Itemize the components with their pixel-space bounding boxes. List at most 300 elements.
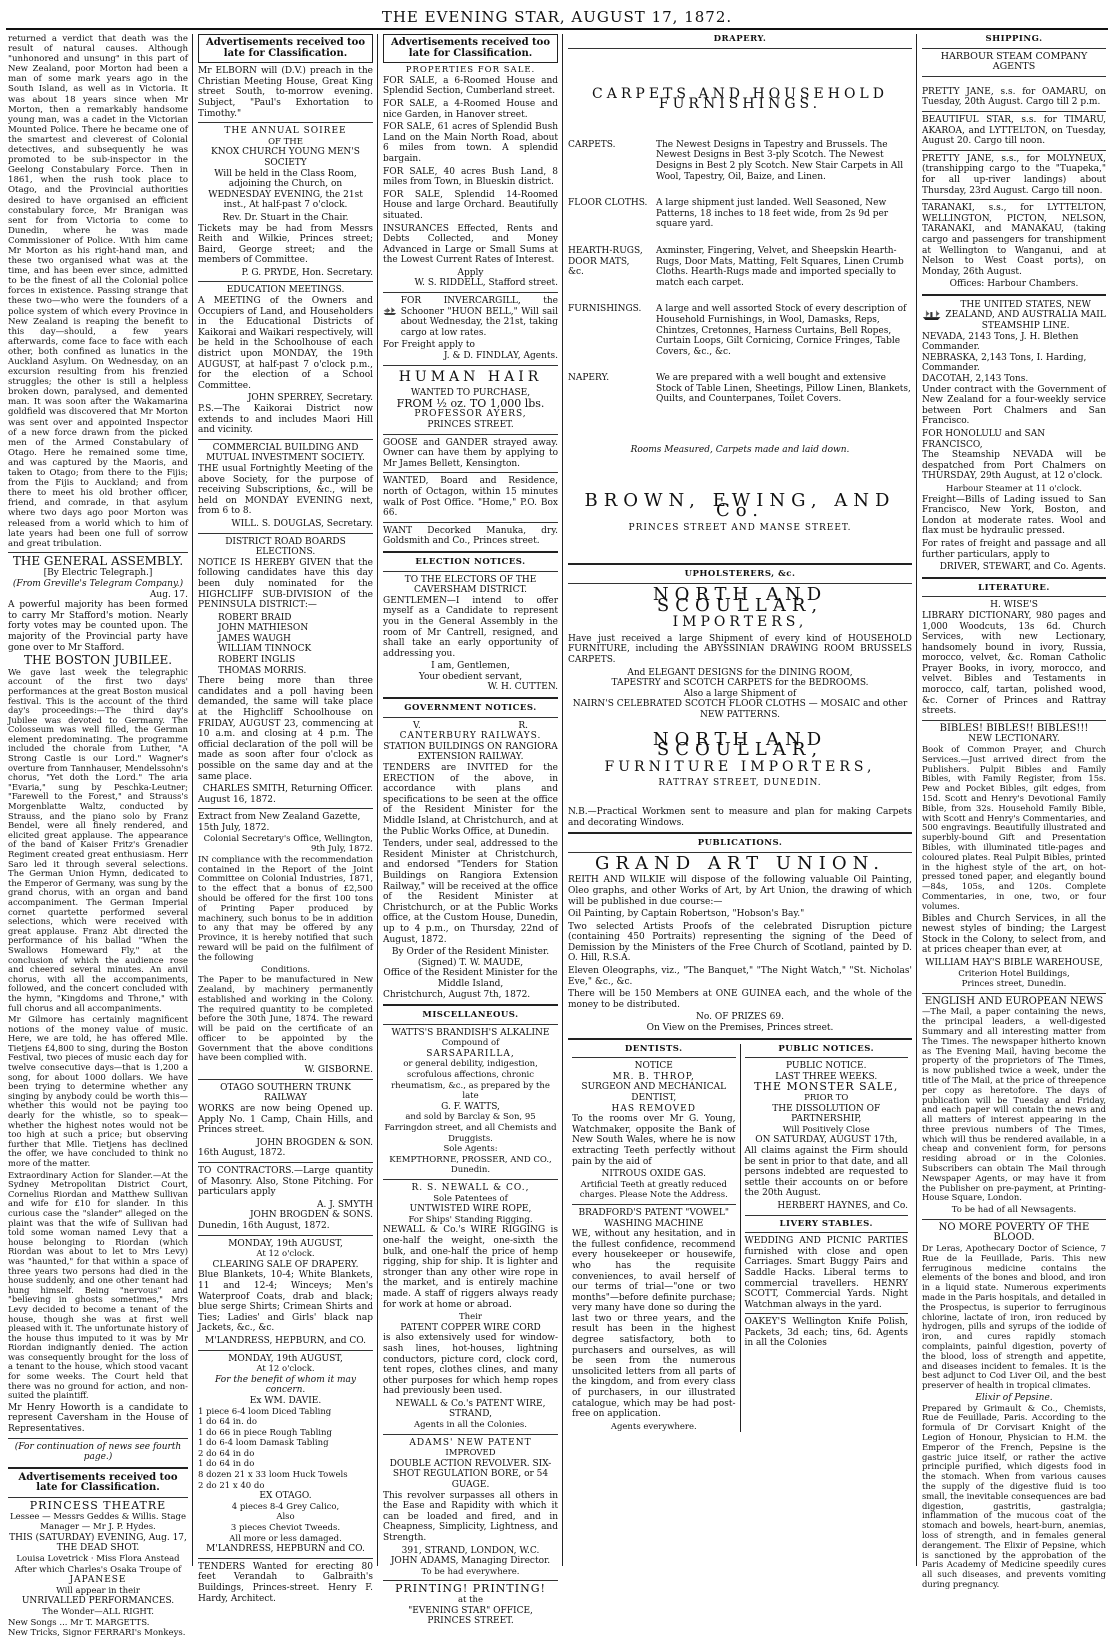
divider <box>198 1558 373 1559</box>
also: Also <box>276 1512 295 1523</box>
furniture-importers: FURNITURE IMPORTERS, <box>604 758 876 775</box>
edu-sign: JOHN SPERREY, Secretary. <box>247 393 373 404</box>
drapery-value: We are prepared with a well bought and extensive Stock of Table Linen, Sheetings, Pillow Linen, Blankets, Quilts, and Counterpanes, Toilet Covers. <box>656 373 911 405</box>
riddell-sign: W. S. RIDDELL, Stafford street. <box>414 278 558 289</box>
list-item: 1 do 64 in. do <box>198 1417 258 1428</box>
drapery-row <box>568 198 912 230</box>
contractors-sign: A. J. SMYTH <box>316 1199 373 1210</box>
ship-dacotah: DACOTAH, 2,143 Tons. <box>922 374 1029 385</box>
commercial-heading: COMMERCIAL BUILDING AND MUTUAL INVESTMENT SOCIETY. <box>206 442 365 464</box>
column-1 <box>8 34 188 1639</box>
sale-date: MONDAY, 19th AUGUST, <box>228 1353 343 1364</box>
adams-director: JOHN ADAMS, Managing Director. <box>390 1556 551 1567</box>
misc-heading: MISCELLANEOUS. <box>422 1010 519 1021</box>
theatre-after: After which Charles's Osaka Troupe of <box>14 1564 182 1575</box>
dentist-name: MR. B. THROP, <box>612 1071 695 1082</box>
us-mail-ad <box>922 300 1106 332</box>
north-scoullar-text2: And ELEGANT DESIGNS for the DINING ROOM, <box>627 667 853 678</box>
election-text: GENTLEMEN—I intend to offer myself as a Candidate to represent you in the General Assembly in the room of Mr Cantrell, resigned, and shall take an early opportunity of addressing you. <box>383 595 558 659</box>
also-text: 3 pieces Cheviot Tweeds. <box>230 1523 341 1534</box>
assembly-source: (From Greville's Telegram Company.) <box>12 578 184 589</box>
dentist-gas: NITROUS OXIDE GAS. <box>601 1169 706 1180</box>
column-divider <box>192 34 193 1566</box>
divider <box>383 434 558 435</box>
goose-notice: GOOSE and GANDER strayed away. Owner can have them by applying to Mr James Bellett, Kensington. <box>383 437 558 469</box>
bibles-text2: Bibles and Church Services, in all the newest styles of binding; the Largest Stock in the Colony, to select from, and at prices cheaper than ever, at <box>922 913 1106 956</box>
column-divider <box>916 34 917 1566</box>
drapery-row <box>568 304 912 357</box>
assembly-sub: [By Electric Telegraph.] <box>43 568 153 579</box>
ship-notice: PRETTY JANE, s.s. for OAMARU, on Tuesday, 20th August. Cargo till 2 p.m. <box>922 86 1106 108</box>
schooner-ad <box>383 296 558 340</box>
manuka-wanted: WANT Decorked Manuka, dry. Goldsmith and Co., Princes street. <box>383 525 558 547</box>
newall-cord: PATENT COPPER WIRE CORD <box>400 1322 541 1333</box>
divider <box>383 1434 558 1435</box>
newall-agents: Agents in all the Colonies. <box>413 1420 528 1431</box>
divider <box>8 552 188 553</box>
commercial-sign: WILL. S. DOUGLAS, Secretary. <box>231 518 373 529</box>
tenders-text: TENDERS Wanted for erecting 80 feet Verandah to Galbraith's Buildings, Princes-street. Henry F. Hardy, Architect. <box>198 1561 373 1604</box>
soiree-tickets: Tickets may be had from Messrs Reith and Wilkie, Princes street; Baird, George street; and the members of Committee. <box>198 223 373 266</box>
property-item: FOR SALE, 61 acres of Splendid Bush Land on the Main North Road, about 6 miles from town. A splendid bargain. <box>383 122 558 164</box>
rattray-address: RATTRAY STREET, DUNEDIN. <box>658 778 822 789</box>
masthead-rule <box>6 28 1108 30</box>
ex-ship: Ex WM. DAVIE. <box>249 1395 322 1406</box>
divider <box>922 199 1106 200</box>
public-notices-heading: PUBLIC NOTICES. <box>778 1043 875 1054</box>
divider <box>383 571 558 572</box>
sale-date: MONDAY, 19th AUGUST, <box>228 1238 343 1249</box>
north-scoullar-text: Have just received a large Shipment of every kind of HOUSEHOLD FURNITURE, including the ABYSSINIAN DRAWING ROOM BRUSSELS CARPETS. <box>568 633 912 665</box>
clearing-heading: CLEARING SALE OF DRAPERY. <box>212 1259 359 1270</box>
divider <box>383 522 558 523</box>
drapery-key: NAPERY. <box>568 373 610 384</box>
bibles-heading: BIBLES! BIBLES!! BIBLES!!! <box>939 722 1089 734</box>
theatre-appear: Will appear in their <box>56 1585 140 1596</box>
printing-heading: PRINTING! PRINTING! <box>395 1582 546 1596</box>
item-list <box>198 1407 373 1492</box>
list-item: 1 do 6-4 loom Damask Tabling <box>198 1438 329 1449</box>
drapery-key: FLOOR CLOTHS. <box>568 198 648 209</box>
printing-street: PRINCES STREET. <box>427 1616 514 1627</box>
divider <box>745 1215 909 1216</box>
theatre-play: THE DEAD SHOT. <box>56 1543 140 1554</box>
column-divider <box>377 34 378 1566</box>
election-obed: Your obedient servant, <box>418 671 523 682</box>
livery-heading: LIVERY STABLES. <box>779 1218 873 1229</box>
dentist-artificial: Artificial Teeth at greatly reduced charges. Please Note the Address. <box>579 1179 728 1201</box>
candidate: JAMES WAUGH <box>218 633 291 644</box>
assembly-heading: THE GENERAL ASSEMBLY. <box>12 553 184 568</box>
art-union-text2: Oil Painting, by Captain Robertson, "Hobson's Bay." <box>568 909 805 920</box>
tenders-invited2: Tenders, under seal, addressed to the Resident Minister at Christchurch, and endorsed "Tenders for Station Buildings on Rangiora Extension Railway," will be received at the office of the Resident Minister at Christchurch, or at the Public Works office, at the Custom House, Dunedin, up to 4 p.m., on Thursday, 22nd of August, 1872. <box>383 839 558 945</box>
north-scoullar-text5: NAIRN'S CELEBRATED SCOTCH FLOOR CLOTHS — MOSAIC and other NEW PATTERNS. <box>572 699 908 720</box>
brown-ewing-address: PRINCES STREET AND MANSE STREET. <box>628 522 852 533</box>
property-item: INSURANCES Effected, Rents and Debts Collected, and Money Advanced in Large or Small Sums at the Lowest Current Rates of Interest. <box>383 223 558 266</box>
princes-street: Princes street, Dunedin. <box>961 979 1067 990</box>
office-date: Christchurch, August 7th, 1872. <box>383 989 531 1000</box>
divider <box>922 596 1106 597</box>
list-item: 2 do 21 x 40 do <box>198 1480 265 1491</box>
sailing-ship-icon <box>383 296 397 326</box>
dentists-heading: DENTISTS. <box>624 1043 683 1054</box>
livery-text: WEDDING AND PICNIC PARTIES furnished with close and open Carriages. Smart Buggy Pairs and Saddle Hacks. Liberal terms to commercial travellers. HENRY SCOTT, Commercial Yards. Night Watchman always in the yard. <box>744 1236 908 1310</box>
contractors-text: TO CONTRACTORS.—Large quantity of Masonry. Also, Stone Pitching. For particulars apply <box>198 1166 373 1198</box>
gazette-conditions: Conditions. <box>260 964 311 975</box>
divider <box>572 1057 736 1058</box>
watts-agents: Sole Agents: <box>443 1144 498 1155</box>
auctioneer: M'LANDRESS, HEPBURN and CO. <box>206 1544 365 1555</box>
hair-heading: HUMAN HAIR <box>398 368 543 385</box>
schooner-text: FOR INVERCARGILL, the Schooner "HUON BELL," Will sail about Wednesday, the 21st, taking cargo at low rates. <box>400 296 558 338</box>
property-item: FOR SALE, Splendid 14-Roomed House and large Orchard. Beautifully situated. <box>383 189 558 221</box>
dentist-removed: HAS REMOVED <box>611 1103 696 1114</box>
gazette-text2: The Paper to be manufactured in New Zealand, by machinery permanently established and working in the Colony. The required quantity to be completed before the 30th June, 1874. The reward will be paid on the certificate of an officer to be appointed by the Government that the above conditions have been complied with. <box>198 974 373 1063</box>
art-union-text: REITH AND WILKIE will dispose of the following valuable Oil Painting, Oleo graphs, and other Works of Art, by Art Union, the drawing of which will be published in due course:— <box>568 875 912 907</box>
divider <box>383 1024 558 1025</box>
soiree-heading: THE ANNUAL SOIREE <box>224 126 347 137</box>
adams-text: This revolver surpasses all others in the Ease and Rapidity with which it can be loaded and fired, and in Cheapness, Simplicity, Lightness, and Strength. <box>383 1490 558 1543</box>
divider <box>198 1350 373 1351</box>
north-scoullar-heading: NORTH AND SCOULLAR, <box>652 584 828 616</box>
art-union-text4: Eleven Oleographs, viz., "The Banquet," "The Night Watch," "St. Nicholas' Eve," &c., &c. <box>568 966 912 987</box>
divider <box>922 1219 1106 1220</box>
prior-to: PRIOR TO <box>804 1093 849 1103</box>
candidate: THOMAS MORRIS. <box>218 665 307 676</box>
assembly-date: Aug. 17. <box>149 589 188 600</box>
signed-line: (Signed) T. W. MAUDE, <box>417 957 524 968</box>
boston-heading: THE BOSTON JUBILEE. <box>23 653 173 668</box>
dentists-column <box>568 1044 740 1433</box>
ship-nebraska: NEBRASKA, 2,143 Tons, I. Harding, Commander. <box>922 352 1087 374</box>
blood-text: Dr Leras, Apothecary Doctor of Science, 7 Rue de la Feuillade, Paris. This new ferruginous medicine contains the elements of the bones and blood, and iron in a liquid state. Numerous experiments made in the Paris hospitals, and detailed in the Prospectus, is superior to ferruginous chlorine, lactate of iron, iron reduced by hydrogen, pills and syrups of the iodide of iron, and cures rapidly stomach complaints, painful digestion, poverty of the blood, loss of strength and appetite, and diseases incident to females. It is the best adjunct to Cod Liver Oil, and the best preserver of health in tropical climates. <box>922 1243 1106 1391</box>
drapery-value: A large and well assorted Stock of every description of Household Furnishings, in Wool, Damasks, Reps, Chintzes, Cretonnes, Harness Curtains, Bell Ropes, Curtain Loops, Gilt Cornicing, Cornice Fringes, Table Covers, &c., &c. <box>656 304 907 357</box>
drapery-value: A large shipment just landed. Well Seasoned, New Patterns, 18 inches to 18 feet wide, from 2s 9d per square yard. <box>656 198 889 230</box>
theatre-unrivalled: UNRIVALLED PERFORMANCES. <box>21 1596 175 1607</box>
public-notices-column <box>740 1044 913 1433</box>
election-sign: W. H. CUTTEN. <box>487 682 558 693</box>
column-5 <box>922 34 1106 1592</box>
district-text2: There being more than three candidates and a poll having been demanded, the same will take place at the Highcliff Schoolhouse on FRIDAY, AUGUST 23, commencing at 10 a.m. and closing at 4 p.m. The official declaration of the poll will be made as soon after four o'clock as possible on the same day and at the same place. <box>198 676 373 782</box>
contractors-sign2: JOHN BROGDEN & SONS. <box>249 1210 373 1221</box>
gilmore-text: Mr Gilmore has certainly magnificent notions of the money value of music. Here, we are told, he has offered Mlle. Tietjens £4,800 to sing, during the Boston Festival, two pieces of music each day for twelve consecutive days—that is 1,200 a song, for about 1000 dollars. We have been trying to determine whether any singing by anybody could be worth this—whether this would not be paying too dearly for the whistle, so to speak—whether the highest notes would not be too high at such a price; but observing further that Mlle. Tietjens has declined the offer, we have concluded to think no more of the matter. <box>8 1014 188 1168</box>
divider <box>198 1235 373 1236</box>
brown-ewing-heading: BROWN, EWING, AND Co. <box>584 489 896 522</box>
column-3 <box>383 34 558 1627</box>
elborn-notice: Mr ELBORN will (D.V.) preach in the Christian Meeting House, Great King street South, to-morrow evening. Subject, "Paul's Exhortation to Timothy." <box>198 66 373 119</box>
soiree-text: Will be held in the Class Room, adjoining the Church, on WEDNESDAY EVENING, the 21st inst., At half-past 7 o'clock. <box>208 168 363 211</box>
list-item: 1 do 66 in piece Rough Tabling <box>198 1427 332 1438</box>
newall-rope: UNTWISTED WIRE ROPE, <box>409 1204 532 1215</box>
property-item: FOR SALE, a 6-Roomed House and Splendid Section, Cumberland street. <box>383 75 558 97</box>
divider <box>198 1162 373 1163</box>
assembly-text: A powerful majority has been formed to carry Mr Stafford's motion. Nearly forty votes may be counted upon. The majority of the Provincial party have gone over to Mr Stafford. <box>8 600 188 653</box>
auctioneer: M'LANDRESS, HEPBURN, and CO. <box>204 1335 367 1346</box>
slander-text: Extraordinary Action for Slander.—At the Sydney Metropolitan District Court, Cornelius Riordan and Matthew Sullivan and wife for £10 for slander. In this curious case the "slander" alleged on the plaint was that the wife of Sullivan had told some woman named Levy that a house belonging to Riordan (which Riordan was about to let to Mrs Levy) was "haunted," for that within a space of three years two persons had died in the house suddenly, and one other tenant had hung himself. Being "nervous" and "believing in ghosts sometimes," Mrs Levy decided to become a tenant of the house, though she was at first well pleased with it. The unfortunate history of the house thus imputed to it was by Mr Riordan indignantly denied. The action was consequently brought for the loss of a tenant to the house, which stood vacant for some weeks. The Court held that there was no ground for action, and non-suited the plaintiff. <box>8 1169 188 1401</box>
theatre-japanese: JAPANESE <box>69 1575 127 1586</box>
art-union-text5: There will be 150 Members at ONE GUINEA each, and the whole of the money to be distributed. <box>568 989 912 1010</box>
list-item: 8 dozen 21 x 33 loom Huck Towels <box>198 1470 348 1481</box>
theatre-date: THIS (SATURDAY) EVENING, Aug. 17, <box>9 1532 187 1543</box>
literature-heading: LITERATURE. <box>978 582 1050 593</box>
art-union-text3: Two selected Artists Proofs of the celebrated Disruption picture (containing 450 Portraits) representing the signing of the Deed of Demission by the Ministers of the Free Church of Scotland, painted by D. O. Hill, R.S.A. <box>568 921 912 964</box>
haynes-sign: HERBERT HAYNES, and Co. <box>777 1200 908 1211</box>
wise-text: LIBRARY DICTIONARY, 980 pages and 1,000 Woodcuts, 13s 6d. Church Services, with new Lectionary, handsomely bound in ivory, Russia, morocco, velvet, &c. Roman Catholic Prayer Books, in ivory, morocco, and velvet. Bibles and Testaments in morocco, calf, tartan, polished wood, &c. Corner of Princes and Rattray streets. <box>922 610 1106 717</box>
order-line: By Order of the Resident Minister. <box>391 947 550 958</box>
divider <box>922 993 1106 994</box>
hay-warehouse: WILLIAM HAY'S BIBLE WAREHOUSE, <box>925 957 1103 968</box>
wise-name: H. WISE'S <box>990 600 1038 611</box>
hair-amount: FROM ½ oz. TO 1,000 lbs. <box>396 396 545 410</box>
candidate: WILLIAM TINNOCK <box>218 644 312 655</box>
drapery-row <box>568 140 912 182</box>
candidate: ROBERT BRAID <box>218 612 292 623</box>
divider <box>383 697 558 699</box>
divider <box>745 1232 909 1233</box>
drapery-value: Axminster, Fingering, Velvet, and Sheepskin Hearth-Rugs, Door Mats, Matting, Felt Squares, Linen Crumb Cloths. Hearth-Rugs made and imported specially to match each carpet. <box>656 245 904 288</box>
honolulu-line: FOR HONOLULU and SAN FRANCISCO, <box>922 429 1046 450</box>
hair-wanted: WANTED TO PURCHASE, <box>410 388 531 399</box>
divider <box>383 472 558 473</box>
candidate: ROBERT INGLIS <box>218 655 296 666</box>
divider <box>568 48 912 49</box>
drapery-heading: DRAPERY. <box>713 34 767 44</box>
benefit-line: For the benefit of whom it may concern. <box>215 1374 356 1396</box>
harbour-heading: HARBOUR STEAM COMPANY AGENTS <box>940 50 1088 73</box>
district-date: August 16, 1872. <box>198 794 276 805</box>
freight-text2: For rates of freight and passage and all further particulars, apply to <box>922 538 1106 560</box>
drapery-row <box>568 373 912 405</box>
board-wanted: WANTED, Board and Residence, north of Octagon, within 15 minutes walk of Post Office. "Home," P.O. Box 66. <box>383 476 558 519</box>
driver-sign: DRIVER, STEWART, and Co. Agents. <box>939 562 1106 573</box>
list-item: 1 piece 6-4 loom Diced Tabling <box>198 1406 332 1417</box>
watts-name: G. F. WATTS, <box>441 1101 500 1112</box>
tenders-invited: TENDERS are INVITED for the ERECTION of the above, in accordance with plans and specifications to be seen at the office of the Resident Minister for the Middle Island, at Christchurch, and at the Public Works Office, at Dunedin. <box>383 763 558 837</box>
column-2 <box>198 34 373 1606</box>
bibles-text: Book of Common Prayer, and Church Services.—Just arrived direct from the Publishers. Pulpit Bibles and Family Bibles, with Family Register, from 15s. Pew and Pocket Bibles, gilt edges, from 15d. Scott and Henry's Devotional Family Bible, from 32s. Household Family Bible, with Scott and Henry's Commentaries, and 500 engravings. Beautifully illustrated and superbly-bound Gift and Presentation Bibles, with illuminated title-pages and coloured plates. Real Pulpit Bibles, printed in the highest style of the art, on hot-pressed toned paper, and elegantly bound—84s, 105s, and 120s. Complete Commentaries, in one, two, or four volumes. <box>922 744 1106 911</box>
divider <box>8 1467 188 1469</box>
divider <box>568 1038 912 1040</box>
divider <box>198 533 373 534</box>
divider <box>198 281 373 282</box>
watts-agent-name: KEMPTHORNE, PROSSER, AND CO., Dunedin. <box>389 1154 552 1176</box>
ex-ship: EX OTAGO. <box>259 1491 312 1502</box>
ship-notice: TARANAKI, s.s., for LYTTELTON, WELLINGTON, PICTON, NELSON, TARANAKI, and MANAKAU, (taking cargo and passengers for transhipment at Wellington to Wanganui, and at Nelson to West Coast ports), on Monday, 26th August. <box>922 203 1106 277</box>
soiree-chair: Rev. Dr. Stuart in the Chair. <box>222 212 349 223</box>
monster-sale: THE MONSTER SALE, <box>754 1080 899 1094</box>
adams-address: 391, STRAND, LONDON, W.C. <box>401 1545 540 1556</box>
watts-sold: and sold by Barclay & Son, 95 Farringdon street, and all Chemists and Druggists. <box>384 1112 557 1144</box>
art-union-prizes: No. OF PRIZES 69. <box>696 1012 784 1023</box>
upholsterers-heading: UPHOLSTERERS, &c. <box>684 569 796 580</box>
north-scoullar-heading2: NORTH AND SCOULLAR, <box>652 728 828 761</box>
north-scoullar-nb: N.B.—Practical Workmen sent to measure and plan for making Carpets and decorating Windows. <box>568 806 912 828</box>
newsagents: To be had of all Newsagents. <box>951 1205 1077 1216</box>
list-item: 1 do 64 in do <box>198 1459 255 1470</box>
oakey-text: OAKEY'S Wellington Knife Polish, Packets, 3d each; tins, 6d. Agents in all the Colonies <box>744 1317 908 1349</box>
nevada-despatch: The Steamship NEVADA will be despatched from Port Chalmers on THURSDAY, 29th August, at 12 o'clock. <box>922 450 1106 482</box>
gazette-text: IN compliance with the recommendation contained in the Report of the Joint Committee on Colonial Industries, 1871, to the effect that a bonus of £2,500 should be offered for the first 100 tons of Printing Paper produced by machinery, such bonus to be in addition to any that may be offered by any Province, it is hereby notified that such reward will be paid on the fulfilment of the following <box>198 853 373 962</box>
divider <box>572 1204 736 1205</box>
north-scoullar-text4: Also a large Shipment of <box>683 688 797 699</box>
adams-revolver: DOUBLE ACTION REVOLVER. SIX-SHOT REGULATION BORE, or 54 GUAGE. <box>389 1458 552 1491</box>
soiree-society: KNOX CHURCH YOUNG MEN'S SOCIETY <box>211 147 360 168</box>
ship-nevada: NEVADA, 2143 Tons, J. H. Blethen Commander. <box>922 331 1079 353</box>
edu-heading: EDUCATION MEETINGS. <box>226 285 345 296</box>
otago-heading: OTAGO SOUTHERN TRUNK RAILWAY <box>220 1082 351 1104</box>
bradford-heading: BRADFORD'S PATENT "VOWEL" WASHING MACHINE <box>578 1207 730 1229</box>
bottom-two-columns <box>568 1044 912 1433</box>
howorth-text: Mr Henry Howorth is a candidate to represent Caversham in the House of Representatives. <box>8 1402 188 1435</box>
steamship-icon <box>922 300 941 330</box>
art-union-heading: GRAND ART UNION. <box>595 852 885 874</box>
divider <box>383 292 558 293</box>
printing-office: "EVENING STAR" OFFICE, <box>408 1605 533 1616</box>
divider <box>198 808 373 809</box>
theatre-title: PRINCESS THEATRE <box>29 1499 167 1512</box>
will-close: Will Positively Close <box>782 1124 870 1135</box>
divider <box>198 439 373 440</box>
watts-sarsaparilla: SARSAPARILLA, <box>426 1048 515 1059</box>
sale-time: At 12 o'clock. <box>256 1364 315 1375</box>
freight-line: For Freight apply to <box>383 340 475 351</box>
property-item: FOR SALE, a 4-Roomed House and nice Garden, in Hanover street. <box>383 98 558 120</box>
adams-everywhere: To be had everywhere. <box>421 1566 520 1577</box>
apply-line: Apply <box>457 267 484 278</box>
divider <box>922 48 1106 49</box>
north-scoullar-text3: TAPESTRY and SCOTCH CARPETS for the BEDROOMS. <box>611 678 869 689</box>
us-mail-title: THE UNITED STATES, NEW ZEALAND, AND AUSTRALIA MAIL STEAMSHIP LINE. <box>945 299 1106 332</box>
contractors-date: Dunedin, 16th August, 1872. <box>198 1221 330 1231</box>
newall-heading: R. S. NEWALL & CO., <box>411 1183 530 1193</box>
newall-their: Their <box>459 1312 482 1323</box>
divider <box>922 111 1106 112</box>
divider <box>922 577 1106 579</box>
divider <box>8 1438 188 1439</box>
dentist-title: SURGEON AND MECHANICAL DENTIST, <box>581 1082 727 1103</box>
theatre-wonder: The Wonder—ALL RIGHT. <box>42 1606 154 1617</box>
claims-text: All claims against the Firm should be sent in prior to that date, and all persons indebted are requested to settle their accounts on or before the 20th August. <box>744 1145 908 1199</box>
divider <box>922 150 1106 151</box>
column-divider <box>562 34 563 1566</box>
watts-text: or general debility, indigestion, scrofulous affections, chronic rheumatism, &c., as prepared by the late <box>391 1059 550 1102</box>
divider <box>383 1004 558 1006</box>
offices-line: Offices: Harbour Chambers. <box>949 279 1079 290</box>
theatre-cast: Louisa Lovetrick · Miss Flora Anstead <box>16 1553 180 1564</box>
sale-time: At 12 o'clock. <box>256 1249 315 1260</box>
theatre-tricks: New Tricks, Signor FERRARI's Monkeys. <box>8 1628 186 1639</box>
newall-text: NEWALL & Co.'s WIRE RIGGING is one-half the weight, one-sixth the bulk, and one-half the price of hemp rigging, ship for ship. It is lighter and stronger than any other wire rope in the market, and is entirely machine made. A staff of riggers always ready for work at home or abroad. <box>383 1225 558 1310</box>
divider <box>198 122 373 123</box>
vr-r: R. <box>518 720 528 731</box>
shipping-heading: SHIPPING. <box>985 34 1043 44</box>
hair-address: PRINCES STREET. <box>427 420 514 430</box>
newall-text2: is also extensively used for window-sash lines, hot-houses, lightning conductors, picture cord, clock cord, tent ropes, clothes clines, and many other purposes for which hemp ropes had previously been used. <box>383 1333 558 1397</box>
clearing-text: Blue Blankets, 10-4; White Blankets, 11 and 12-4; Winceys; Men's Waterproof Coats, drab and black; blue serge Shirts; Crimean Shirts and Ties; Ladies' and Girls' black nap Jackets, &c., &c. <box>198 1270 373 1334</box>
newall-rigging: For Ships' Standing Rigging. <box>408 1214 533 1225</box>
contract-text: Under contract with the Government of New Zealand for a four-weekly service between Port Chalmers and San Francisco. <box>922 384 1106 427</box>
bradford-text: WE, without any hesitation, and in the fullest confidence, recommend every housekeeper or housewife, who has the requisite conveniences, to avail herself of our terms of trial—"one or two months"—before definite purchase; very many have done so during the last two or three years, and the result has been in the highest degree satisfactory, both to purchasers and ourselves, as will be seen from the numerous unsolicited letters from all parts of the kingdom, and from every class of purchasers, in our illustrated catalogue, which may be had post-free on application. <box>572 1229 736 1420</box>
commercial-text: THE usual Fortnightly Meeting of the above Society, for the purpose of receiving Subscriptions, &c., will be held on MONDAY EVENING next, from 6 to 8. <box>198 463 373 517</box>
drapery-row <box>568 246 912 288</box>
continued-note: (For continuation of news see fourth page.) <box>14 1441 182 1463</box>
harbour-steamer: Harbour Steamer at 11 o'clock. <box>946 483 1082 494</box>
district-text: NOTICE IS HEREBY GIVEN that the following candidates have this day been duly nominated for the HIGHCLIFF SUB-DIVISION of the PENINSULA DISTRICT:— <box>198 557 373 611</box>
soiree-sign: P. G. PRYDE, Hon. Secretary. <box>241 267 373 278</box>
blood-heading: NO MORE POVERTY OF THE BLOOD. <box>938 1221 1090 1244</box>
divider <box>568 563 912 565</box>
candidate-list <box>198 613 373 677</box>
election-to: TO THE ELECTORS OF THE CAVERSHAM DISTRICT. <box>404 574 537 596</box>
publications-heading: PUBLICATIONS. <box>697 838 783 849</box>
vr-cipher <box>383 721 558 732</box>
vr-v: V. <box>413 720 421 731</box>
drapery-value: The Newest Designs in Tapestry and Brussels. The Newest Designs in Best 3-ply Scotch. The Newest Designs in Best 2 ply Scotch. New Stair Carpets in All Wool, Tapestry, Oil, Baize, and Linen. <box>656 139 904 182</box>
column-4 <box>568 34 912 1432</box>
dissolution: THE DISSOLUTION OF PARTNERSHIP, <box>772 1103 881 1125</box>
canterbury-heading: CANTERBURY RAILWAYS. <box>399 731 542 742</box>
bradford-agents: Agents everywhere. <box>610 1421 697 1432</box>
district-heading: DISTRICT ROAD BOARDS ELECTIONS. <box>225 536 346 558</box>
divider <box>8 1497 188 1498</box>
ship-notice: BEAUTIFUL STAR, s.s. for TIMARU, AKAROA, and LYTTELTON, on Tuesday, August 20. Cargo till noon. <box>922 114 1106 147</box>
list-item: 2 do 64 in do <box>198 1448 255 1459</box>
election-heading: ELECTION NOTICES. <box>415 556 526 567</box>
divider <box>922 294 1106 296</box>
newall-strand: NEWALL & Co.'s PATENT WIRE, STRAND, <box>395 1398 546 1420</box>
watts-heading: WATTS'S BRANDISH'S ALKALINE <box>391 1027 550 1038</box>
district-sign: CHARLES SMITH, Returning Officer. <box>202 784 373 795</box>
freight-text: Freight—Bills of Lading issued to San Francisco, New York, Boston, and London at moderate rates. Wool and flax must be hydraulic pressed. <box>922 494 1106 537</box>
government-heading: GOVERNMENT NOTICES. <box>404 703 537 714</box>
close-date: ON SATURDAY, AUGUST 17th, <box>755 1135 898 1146</box>
adv-heading: Advertisements received too late for Classification. <box>383 34 558 63</box>
props-heading: PROPERTIES FOR SALE. <box>405 65 536 76</box>
divider <box>383 1179 558 1180</box>
adams-improved: IMPROVED <box>445 1448 496 1459</box>
divider <box>383 717 558 718</box>
divider <box>198 1079 373 1080</box>
lectionary: NEW LECTIONARY. <box>968 734 1060 745</box>
english-news-text: —The Mail, a paper containing the news, the principal leaders, a well-digested Summary and all interesting matter from The Times. The newspaper hitherto known as The Evening Mail, having become the property of the proprietors of The Times, is now published twice a week, under the title of The Mail, at the price of threepence per copy as heretofore. The days of publication will be Tuesday and Friday, and each paper will contain the news and all matters of interest appearing in the three previous numbers of The Times, which will thus be rendered available, in a cheap and convenient form, for persons residing abroad or in the Colonies. Subscribers can obtain The Mail through Newspaper Agents, or may have it from the Publisher on pre-payment, at Printing-House Square, London. <box>922 1006 1106 1203</box>
damaged-line: All more or less damaged. <box>229 1533 342 1544</box>
printing-at: at the <box>457 1594 484 1605</box>
otago-text: WORKS are now being Opened up. Apply No. 1 Camp, Chain Hills, and Princes street. <box>198 1104 373 1136</box>
drapery-key: HEARTH-RUGS, DOOR MATS, &c. <box>568 245 643 278</box>
edu-text: A MEETING of the Owners and Occupiers of Land, and Householders in the Educational Districts of Kaikorai and Waikari respectively, will be held in the Schoolhouse of each district upon MONDAY, the 19th AUGUST, at half-past 7 o'clock p.m., for the election of a School Committee. <box>198 296 373 391</box>
adams-heading: ADAMS' NEW PATENT <box>409 1437 532 1448</box>
hair-buyer: PROFESSOR AYERS, <box>414 409 527 420</box>
pepsine-text: Prepared by Grimault & Co., Chemists, Rue de Feuillade, Paris. According to the formula of Dr Corvisart Knight of the Legion of Honour, Physician to H.M. the Emperor of the French, Pepsine is the gastric juice itself, or rather the active principle purified, which digests food in the stomach. When from various causes the supply of the digestive fluid is too small, the inevitable consequences are bad digestion, gastritis, gastralgia; inflammation of the mucous coat of the stomach and bowels, heart-burn, anemias, loss of strength, and in females general derangement. The Elixir of Pepsine, which is sanctioned by the approbation of the Paris Academy of Medicine speedily cures all such diseases, and prevents vomiting during pregnancy. <box>922 1402 1106 1589</box>
ex-items: 4 pieces 8-4 Grey Calico, <box>231 1501 340 1512</box>
newall-patentees: Sole Patentees of <box>433 1193 508 1204</box>
public-notice: PUBLIC NOTICE. <box>785 1061 867 1072</box>
divider <box>383 365 558 366</box>
boston-text: We gave last week the telegraphic account of the first two days' performances at the great Boston musical festival. This is the account of the third day's proceedings:—The third day's Jubilee was devoted to Germany. The Colosseum was well filled, the German element predominating. The programme included the chorale from Luther, "A Strong Castle is our Lord." Wagner's overture from Tannhauser, Mendelssohn's chorus, "Yet doth the Lord." The aria "Evaria," sung by Peschka-Leutner; "Farewell to the Forest," and Strauss's Morgenblatte Waltz, conducted by Strauss, and the piano solo by Franz Bendel, were all finely rendered, and elicited great applause. The appearance of the band of Kaiser Fritz's Grenadier Regiment created great enthusiasm. Herr Saro led it through several selections. The German Union Hymn, dedicated to the Emperor of Germany, was sung by the grand chorus, with an organ and band accompaniment. The German Imperial cornet quartette performed several selections, which were received with great applause. Franz Abt directed the performance of his ballad "When the Swallows Homeward Fly," at the conclusion of which the audience rose and cheered several minutes. An anvil chorus, with all the accompaniments, followed, and the concert concluded with the hymn, "Kingdoms and Throne," with full chorus and all accompaniments. <box>8 666 188 1013</box>
findlay-sign: J. & D. FINDLAY, Agents. <box>443 351 558 362</box>
election-am: I am, Gentlemen, <box>431 661 510 672</box>
candidate: JOHN MATHIESON <box>218 623 309 634</box>
rooms-line: Rooms Measured, Carpets made and laid down. <box>630 445 850 456</box>
english-news-heading: ENGLISH AND EUROPEAN NEWS <box>924 995 1104 1007</box>
office-line: Office of the Resident Minister for the Middle Island, <box>383 968 558 989</box>
divider <box>568 832 912 834</box>
gazette-sign: W. GISBORNE. <box>304 1065 373 1076</box>
divider <box>383 1580 558 1581</box>
station-heading: STATION BUILDINGS ON RANGIORA EXTENSION RAILWAY. <box>383 741 558 763</box>
ship-notice: PRETTY JANE, s.s., for MOLYNEUX, (transhipping cargo to the "Tuapeka," for all up-river landings) about Thursday, 23rd August. Cargo till noon. <box>922 153 1106 196</box>
gazette-office: Colonial Secretary's Office, Wellington, 9th July, 1872. <box>203 833 373 855</box>
